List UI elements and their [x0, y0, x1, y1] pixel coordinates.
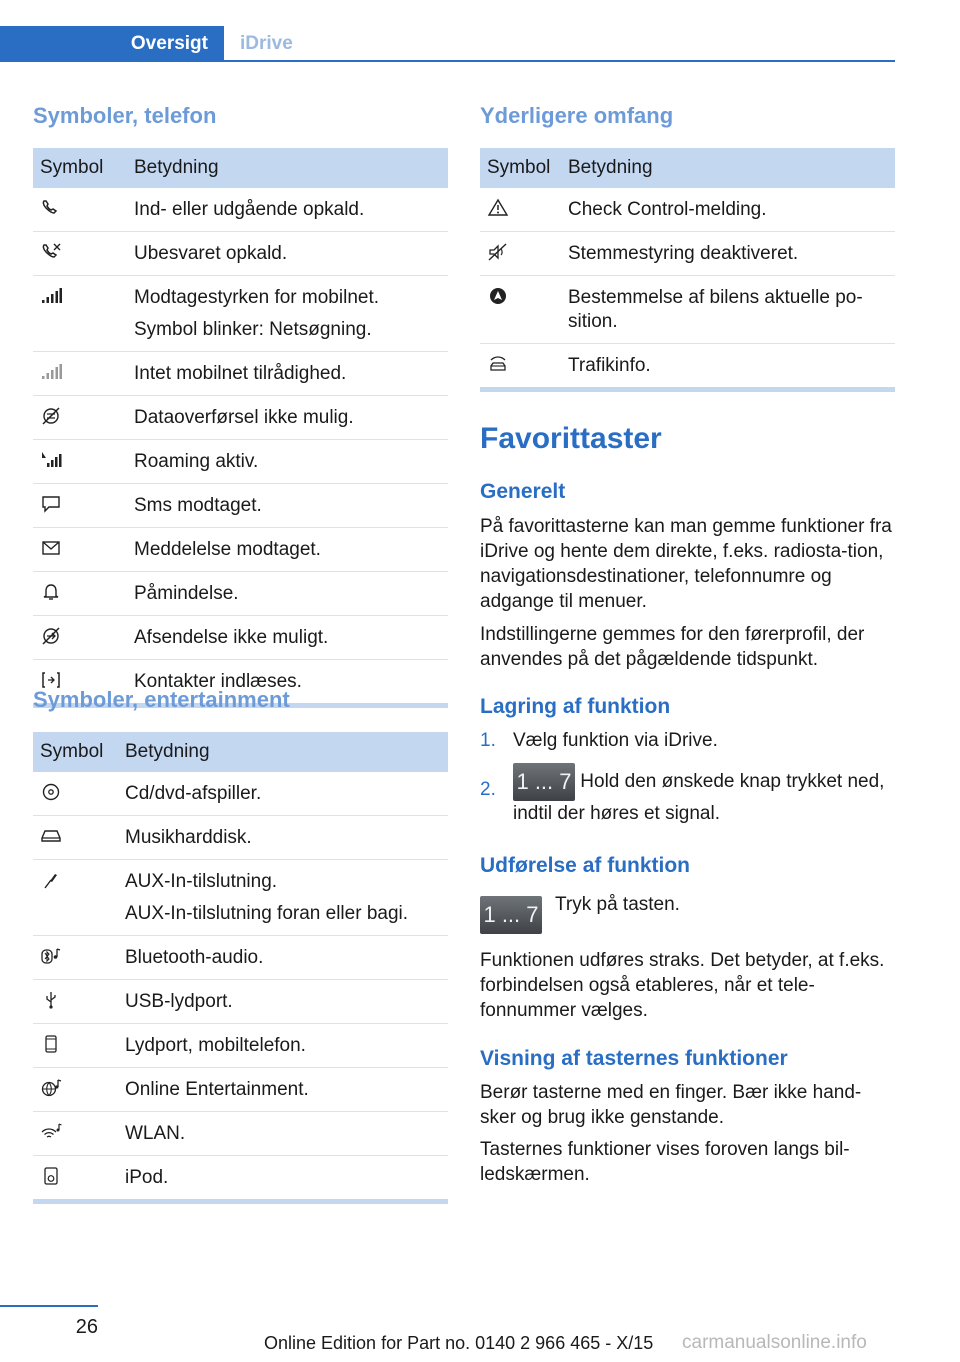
position-icon [487, 286, 509, 306]
mobile-phone-icon [40, 1034, 62, 1054]
display-functions-heading: Visning af tasternes funktioner [480, 1047, 788, 1070]
table-row [33, 772, 448, 816]
store-function-steps [480, 728, 895, 826]
aux-plug-icon [40, 870, 62, 890]
display-paragraph-1: Berør tasterne med en finger. Bær ikke hand‐sker og brug ikke genstande. [480, 1082, 862, 1128]
harddisk-icon [40, 826, 62, 846]
list-item [480, 728, 895, 753]
row-text: WLAN. [125, 1123, 186, 1144]
step-text: Hold den ønskede knap trykket ned, indtil der høres et signal. [513, 771, 885, 824]
row-text: Stemmestyring deaktiveret. [568, 243, 799, 264]
table-row [33, 232, 448, 276]
signal-strength-icon [40, 286, 62, 306]
table-row [33, 936, 448, 980]
row-text: Dataoverførsel ikke mulig. [134, 407, 354, 428]
table-row [33, 528, 448, 572]
row-text-secondary: AUX-In-tilslutning foran eller bagi. [125, 903, 409, 924]
table-row [33, 616, 448, 660]
row-text: Roaming aktiv. [134, 451, 259, 472]
table-row [480, 344, 895, 390]
table-row [33, 396, 448, 440]
ipod-icon [40, 1166, 62, 1186]
table-row [33, 572, 448, 616]
phone-symbols-table [33, 148, 448, 708]
execute-function-heading: Udførelse af funktion [480, 854, 691, 877]
warning-triangle-icon [487, 198, 509, 218]
sms-icon [40, 494, 62, 514]
row-text: Trafikinfo. [568, 355, 651, 376]
table-row [33, 1068, 448, 1112]
data-transfer-disabled-icon [40, 406, 62, 426]
edition-text: Online Edition for Part no. 0140 2 966 465 - X/15 [264, 1333, 654, 1353]
row-text: USB-lydport. [125, 991, 233, 1012]
no-signal-icon [40, 362, 62, 382]
page-number: 26 [75, 1316, 98, 1338]
column-header-meaning: Betydning [561, 148, 895, 188]
phone-symbols-title: Symboler, telefon [33, 103, 217, 128]
bluetooth-audio-icon [40, 946, 62, 966]
table-row [33, 860, 448, 936]
entertainment-symbols-table [33, 732, 448, 1204]
table-header-row [480, 148, 895, 188]
chapter-tabbar [0, 26, 895, 62]
extra-symbols-title: Yderligere omfang [480, 103, 674, 128]
row-text: Modtagestyrken for mobilnet. [134, 287, 380, 308]
row-text: iPod. [125, 1167, 169, 1188]
tab-idrive[interactable]: iDrive [240, 33, 293, 54]
voice-control-disabled-icon [487, 242, 509, 262]
row-text: Ind- eller udgående opkald. [134, 199, 365, 220]
column-header-meaning: Betydning [118, 732, 448, 772]
step-number: 1. [480, 730, 496, 751]
bell-icon [40, 582, 62, 602]
extra-symbols-table [480, 148, 895, 392]
table-row [33, 1156, 448, 1202]
missed-call-icon [40, 242, 62, 262]
footer-rule [0, 1305, 98, 1307]
table-row [33, 980, 448, 1024]
row-text: Online Entertainment. [125, 1079, 309, 1100]
table-row [480, 232, 895, 276]
execute-instruction: Tryk på tasten. [555, 894, 680, 915]
phone-icon [40, 198, 62, 218]
store-function-heading: Lagring af funktion [480, 695, 671, 718]
column-header-symbol: Symbol [33, 148, 127, 188]
row-text: Bestemmelse af bilens aktuelle po‐sition. [568, 287, 863, 332]
row-text: Musikharddisk. [125, 827, 252, 848]
row-text: Påmindelse. [134, 583, 239, 604]
row-text: Check Control-melding. [568, 199, 767, 220]
watermark-text: carmanualsonline.info [682, 1332, 867, 1353]
general-heading: Generelt [480, 480, 566, 503]
display-paragraph-2: Tasternes funktioner vises foroven langs bil‐ledskærmen. [480, 1139, 850, 1185]
row-text: Afsendelse ikke muligt. [134, 627, 329, 648]
table-row [33, 1024, 448, 1068]
row-text: Lydport, mobiltelefon. [125, 1035, 306, 1056]
send-disabled-icon [40, 626, 62, 646]
disc-icon [40, 782, 62, 802]
roaming-icon [40, 450, 62, 470]
row-text: Cd/dvd-afspiller. [125, 783, 262, 804]
table-row [33, 440, 448, 484]
table-header-row [33, 732, 448, 772]
row-text: Kontakter indlæses. [134, 671, 302, 692]
row-text: Meddelelse modtaget. [134, 539, 321, 560]
row-text: Ubesvaret opkald. [134, 243, 288, 264]
step-text: Vælg funktion via iDrive. [513, 730, 718, 751]
row-text-secondary: Symbol blinker: Netsøgning. [134, 319, 372, 340]
row-text: AUX-In-tilslutning. [125, 871, 278, 892]
table-row [33, 352, 448, 396]
column-header-symbol: Symbol [480, 148, 561, 188]
table-row [33, 1112, 448, 1156]
table-row [33, 276, 448, 352]
usb-icon [40, 990, 62, 1010]
column-header-meaning: Betydning [127, 148, 448, 188]
wlan-icon [40, 1122, 62, 1142]
table-row [33, 188, 448, 232]
table-row [480, 276, 895, 344]
online-entertainment-icon [40, 1078, 62, 1098]
envelope-icon [40, 538, 62, 558]
general-paragraph-1: På favorittasterne kan man gemme funktioner fra iDrive og hente dem direkte, f.eks. radiosta‐tion, navigationsdestinationer, telefonnumre og adgange til menuer. [480, 516, 892, 612]
general-paragraph-2: Indstillingerne gemmes for den førerprofil, der anvendes på det pågældende tidspunkt. [480, 624, 865, 670]
entertainment-symbols-title: Symboler, entertainment [33, 687, 290, 712]
column-header-symbol: Symbol [33, 732, 118, 772]
row-text: Sms modtaget. [134, 495, 262, 516]
table-row [33, 484, 448, 528]
favorite-key-button[interactable]: 1 ... 7 [480, 896, 542, 934]
tab-oversigt[interactable]: Oversigt [0, 26, 224, 62]
row-text: Intet mobilnet tilrådighed. [134, 363, 347, 384]
favorite-key-button[interactable]: 1 ... 7 [513, 763, 575, 801]
execute-paragraph: Funktionen udføres straks. Det betyder, at f.eks. forbindelsen også etableres, når et tele‐fonnummer vælges. [480, 950, 885, 1021]
table-header-row [33, 148, 448, 188]
table-row [33, 816, 448, 860]
traffic-info-icon [487, 354, 509, 374]
table-row [480, 188, 895, 232]
step-number: 2. [480, 779, 496, 800]
row-text: Bluetooth-audio. [125, 947, 264, 968]
list-item [480, 763, 895, 826]
favorites-title: Favorittaster [480, 422, 662, 455]
